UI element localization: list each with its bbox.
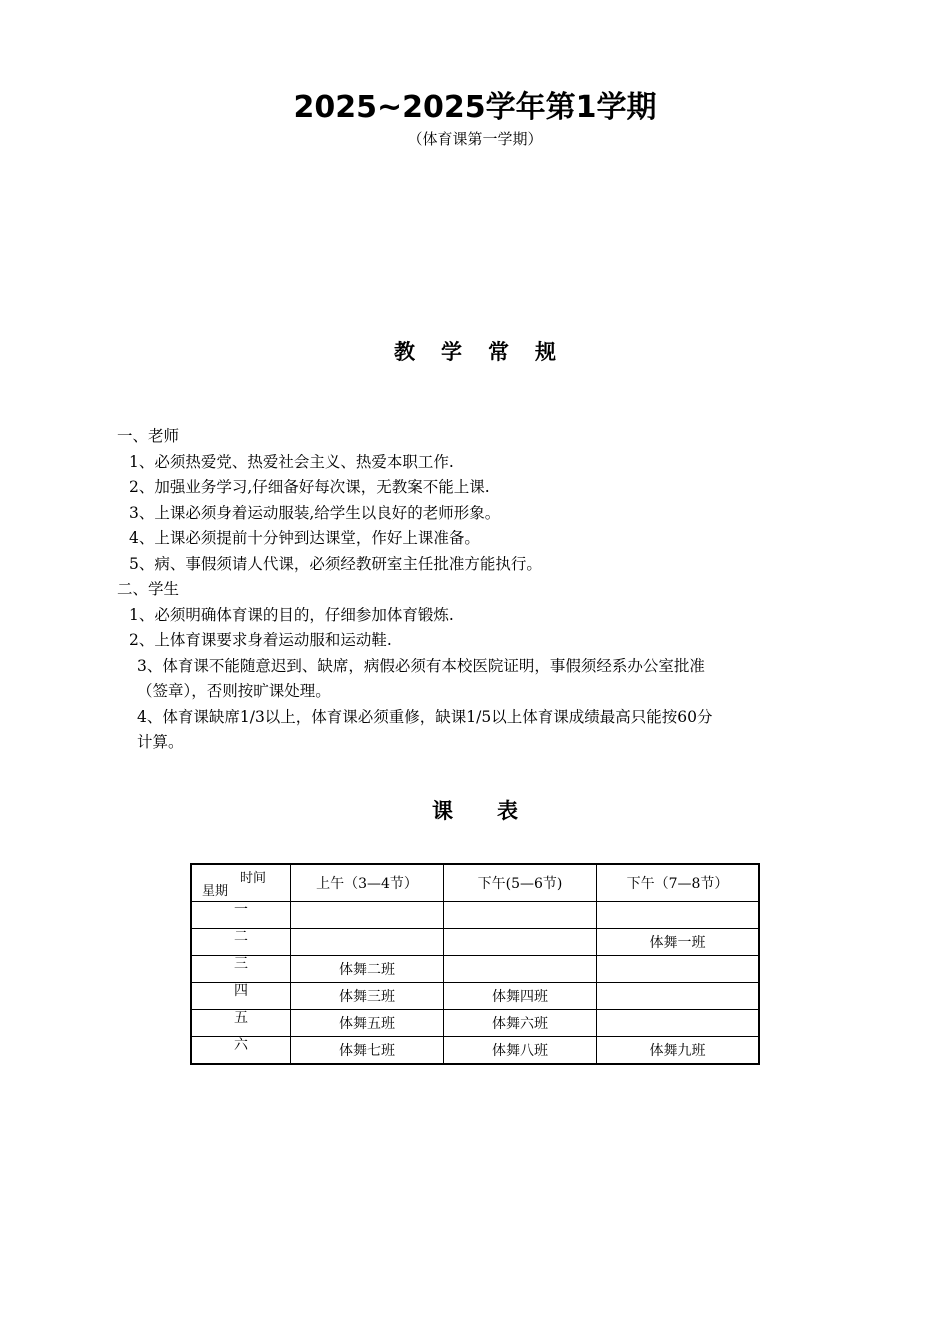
student-rule-4-line-1: 4、体育课缺席1/3以上，体育课必须重修，缺课1/5以上体育课成绩最高只能按60分 bbox=[137, 707, 713, 726]
day-cell: 五 bbox=[191, 1010, 291, 1037]
rules-body bbox=[117, 424, 862, 756]
student-rule-3 bbox=[117, 654, 862, 705]
class-cell bbox=[291, 902, 444, 929]
day-cell: 六 bbox=[191, 1037, 291, 1065]
class-cell bbox=[597, 902, 760, 929]
class-cell: 体舞八班 bbox=[444, 1037, 597, 1065]
table-row bbox=[191, 929, 759, 956]
student-rule-3-line-2: （签章），否则按旷课处理。 bbox=[137, 682, 331, 700]
teacher-rule-1: 1、必须热爱党、热爱社会主义、热爱本职工作. bbox=[129, 452, 454, 471]
page-subtitle: （体育课第一学期） bbox=[407, 130, 543, 148]
class-cell bbox=[597, 956, 760, 983]
schedule-table bbox=[190, 863, 760, 1065]
student-heading: 二、学生 bbox=[117, 580, 180, 598]
teacher-rule-5: 5、病、事假须请人代课，必须经教研室主任批准方能执行。 bbox=[129, 554, 542, 573]
class-cell bbox=[444, 956, 597, 983]
corner-time-label: 时间 bbox=[239, 871, 266, 886]
day-cell: 四 bbox=[191, 983, 291, 1010]
day-cell: 三 bbox=[191, 956, 291, 983]
page-title: 2025~2025学年第1学期 bbox=[293, 90, 657, 125]
table-row bbox=[191, 956, 759, 983]
class-cell: 体舞四班 bbox=[444, 983, 597, 1010]
schedule-corner-cell bbox=[191, 864, 291, 902]
day-cell: 一 bbox=[191, 902, 291, 929]
column-header-afternoon-2: 下午（7—8节） bbox=[597, 864, 760, 902]
class-cell: 体舞一班 bbox=[597, 929, 760, 956]
student-rule-2: 2、上体育课要求身着运动服和运动鞋. bbox=[129, 631, 392, 649]
class-cell: 体舞三班 bbox=[291, 983, 444, 1010]
student-rule-1: 1、必须明确体育课的目的，仔细参加体育锻炼. bbox=[129, 605, 454, 624]
corner-week-label: 星期 bbox=[202, 884, 229, 899]
class-cell bbox=[291, 929, 444, 956]
rules-title: 教学常规 bbox=[394, 339, 582, 364]
schedule-header-row bbox=[191, 864, 759, 902]
class-cell: 体舞七班 bbox=[291, 1037, 444, 1065]
day-cell: 二 bbox=[191, 929, 291, 956]
column-header-morning: 上午（3—4节） bbox=[291, 864, 444, 902]
student-rule-3-line-1: 3、体育课不能随意迟到、缺席，病假必须有本校医院证明，事假须经系办公室批准 bbox=[137, 656, 705, 675]
table-row bbox=[191, 983, 759, 1010]
student-rule-4-line-2: 计算。 bbox=[137, 733, 184, 751]
column-header-afternoon-1: 下午(5—6节) bbox=[444, 864, 597, 902]
student-rule-4 bbox=[117, 705, 862, 756]
class-cell bbox=[597, 983, 760, 1010]
class-cell bbox=[444, 902, 597, 929]
teacher-heading: 一、老师 bbox=[117, 427, 180, 445]
table-row bbox=[191, 1037, 759, 1065]
teacher-rule-4: 4、上课必须提前十分钟到达课堂，作好上课准备。 bbox=[129, 529, 480, 547]
schedule-title: 课表 bbox=[432, 798, 562, 823]
class-cell: 体舞六班 bbox=[444, 1010, 597, 1037]
teacher-rule-2: 2、加强业务学习,仔细备好每次课，无教案不能上课. bbox=[129, 478, 490, 496]
table-row bbox=[191, 902, 759, 929]
class-cell: 体舞九班 bbox=[597, 1037, 760, 1065]
class-cell: 体舞五班 bbox=[291, 1010, 444, 1037]
class-cell bbox=[597, 1010, 760, 1037]
class-cell bbox=[444, 929, 597, 956]
teacher-rule-3: 3、上课必须身着运动服装,给学生以良好的老师形象。 bbox=[129, 503, 501, 522]
class-cell: 体舞二班 bbox=[291, 956, 444, 983]
table-row bbox=[191, 1010, 759, 1037]
